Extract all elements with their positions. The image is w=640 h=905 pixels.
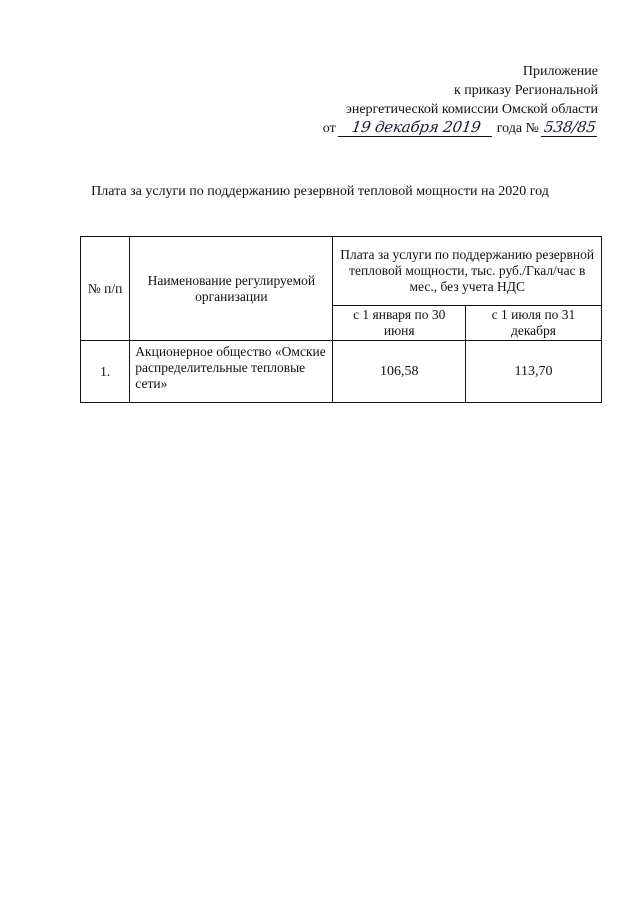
header-period-2: с 1 июля по 31 декабря: [466, 306, 602, 341]
order-date-handwritten: 19 декабря 2019: [338, 120, 494, 137]
order-number-handwritten: 538/85: [541, 120, 599, 137]
order-reference: к приказу Региональной: [453, 83, 598, 98]
header-fee: Плата за услуги по поддержанию резервной тепловой мощности, тыс. руб./Гкал/час в мес., без учета НДС: [333, 237, 602, 306]
tariff-table: [80, 236, 602, 403]
row-value-period-2: 113,70: [466, 341, 602, 403]
appendix-label: Приложение: [522, 64, 598, 79]
row-number: 1.: [81, 341, 130, 403]
order-prefix: от: [322, 121, 336, 136]
row-organization: Акционерное общество «Омские распределительные тепловые сети»: [130, 341, 333, 403]
order-mid-text: года №: [496, 121, 539, 136]
appendix-header: [323, 62, 598, 138]
header-organization: Наименование регулируемой организации: [130, 237, 333, 341]
header-number: № п/п: [81, 237, 130, 341]
header-period-1: с 1 января по 30 июня: [333, 306, 466, 341]
table-row: [81, 341, 602, 403]
table-header-row: [81, 237, 602, 306]
document-title: Плата за услуги по поддержанию резервной тепловой мощности на 2020 год: [91, 184, 549, 199]
order-details: [323, 119, 598, 138]
issuing-authority: энергетической комиссии Омской области: [345, 102, 598, 117]
row-value-period-1: 106,58: [333, 341, 466, 403]
